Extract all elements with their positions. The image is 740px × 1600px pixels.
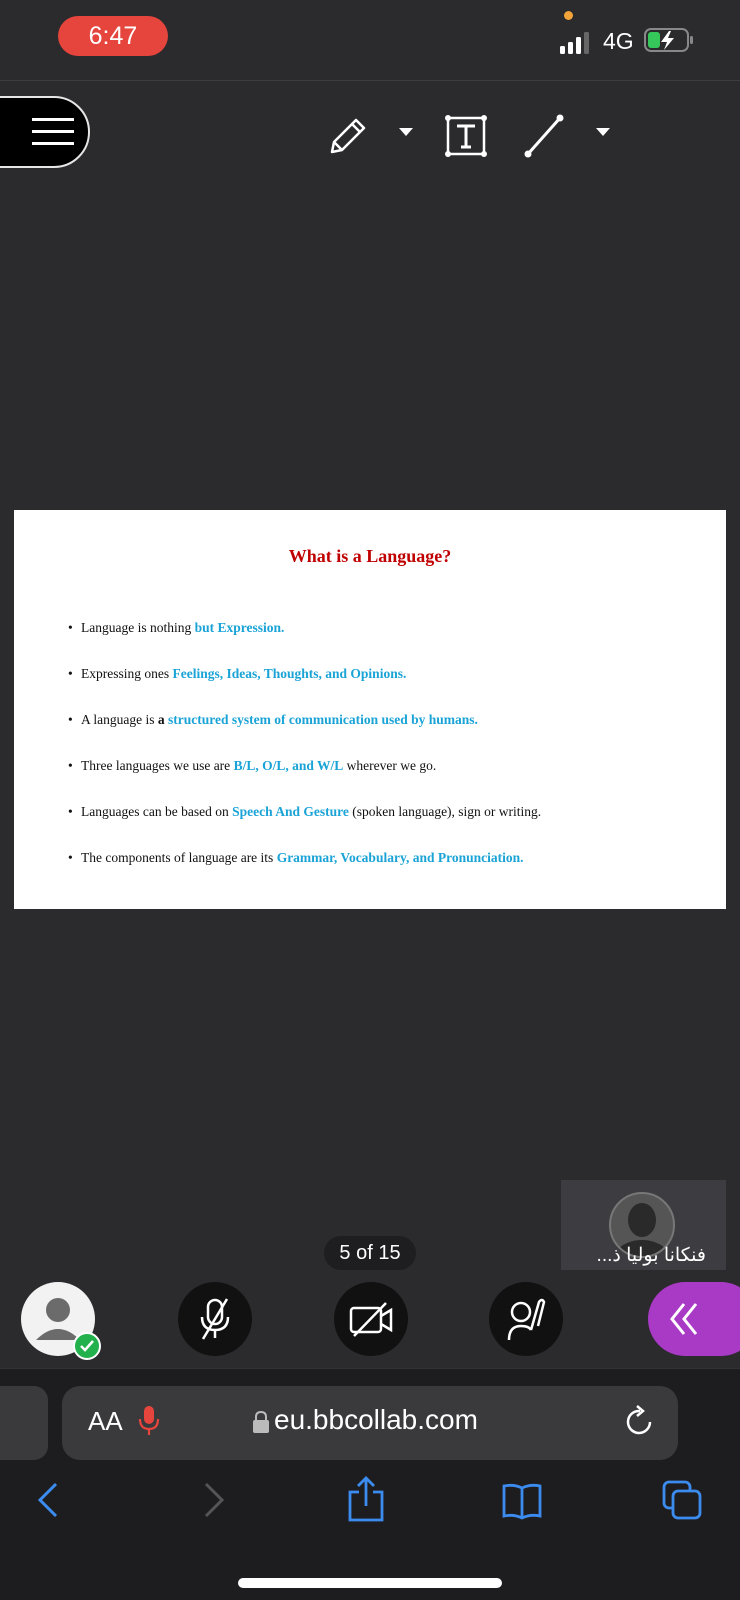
cellular-signal-icon <box>560 32 590 54</box>
share-icon[interactable] <box>346 1476 386 1522</box>
bullet-highlight: Feelings, Ideas, Thoughts, and Opinions. <box>172 666 407 681</box>
bullet-dot: • <box>68 804 73 819</box>
slide-title: What is a Language? <box>288 546 452 566</box>
back-arrow-icon[interactable] <box>30 1480 70 1520</box>
pen-options-caret-icon[interactable] <box>398 126 414 138</box>
lock-icon <box>252 1410 270 1434</box>
bullet-text-tail: (spoken language), sign or writing. <box>348 804 542 819</box>
bullet-dot: • <box>68 620 73 635</box>
status-check-badge <box>73 1332 101 1360</box>
participant-name: فنكانا بوليا ذ... <box>596 1245 706 1266</box>
url-text[interactable]: eu.bbcollab.com <box>274 1404 478 1435</box>
bullet-text-tail: wherever we go. <box>343 758 437 773</box>
bullet-highlight: but Expression. <box>194 620 285 635</box>
bullet-text: The components of language are its <box>81 850 277 865</box>
check-icon <box>79 1339 95 1353</box>
bookmarks-icon[interactable] <box>502 1480 542 1520</box>
bullet-text: Three languages we use are <box>81 758 234 773</box>
microphone-muted-icon <box>195 1297 235 1341</box>
dictation-mic-icon[interactable] <box>138 1404 160 1438</box>
bullet-dot: • <box>68 850 73 865</box>
bullet-dot: • <box>68 712 73 727</box>
pen-icon[interactable] <box>324 112 372 160</box>
menu-button[interactable] <box>0 96 90 168</box>
text-tool-icon[interactable] <box>442 112 490 160</box>
reload-icon[interactable] <box>624 1404 656 1438</box>
privacy-indicator-dot <box>564 11 573 20</box>
bullet-text: Languages can be based on <box>81 804 233 819</box>
page-counter: 5 of 15 <box>324 1236 416 1270</box>
bullet-highlight: Speech And Gesture <box>232 804 349 819</box>
camera-button[interactable] <box>334 1282 408 1356</box>
bullet-bold: a <box>157 712 165 727</box>
bullet-highlight: B/L, O/L, and W/L <box>233 758 344 773</box>
open-panel-button[interactable] <box>648 1282 740 1356</box>
participant-video-tile[interactable] <box>561 1180 726 1270</box>
browser-divider <box>0 1368 740 1369</box>
bullet-text: Expressing ones <box>81 666 173 681</box>
bullet-dot: • <box>68 666 73 681</box>
bullet-dot: • <box>68 758 73 773</box>
bullet-highlight: structured system of communication used by humans. <box>168 712 478 727</box>
line-tool-icon[interactable] <box>520 112 568 160</box>
previous-tab-preview[interactable] <box>0 1386 48 1460</box>
bullet-highlight: Grammar, Vocabulary, and Pronunciation. <box>276 850 524 865</box>
double-chevron-left-icon <box>668 1301 700 1337</box>
hamburger-menu-icon <box>32 118 74 146</box>
presentation-slide <box>14 510 726 909</box>
tabs-icon[interactable] <box>662 1480 702 1520</box>
raise-hand-button[interactable] <box>489 1282 563 1356</box>
status-time: 6:47 <box>58 16 168 56</box>
bullet-text: A language is <box>81 712 158 727</box>
raise-hand-icon <box>505 1296 547 1342</box>
network-type: 4G <box>603 28 634 54</box>
battery-charging-icon <box>644 28 694 52</box>
line-options-caret-icon[interactable] <box>595 126 611 138</box>
text-size-button[interactable]: AA <box>88 1406 123 1436</box>
camera-off-icon <box>348 1301 394 1337</box>
home-indicator <box>238 1578 502 1588</box>
forward-arrow-icon[interactable] <box>192 1480 232 1520</box>
bullet-text: Language is nothing <box>81 620 195 635</box>
status-divider <box>0 80 740 81</box>
microphone-button[interactable] <box>178 1282 252 1356</box>
